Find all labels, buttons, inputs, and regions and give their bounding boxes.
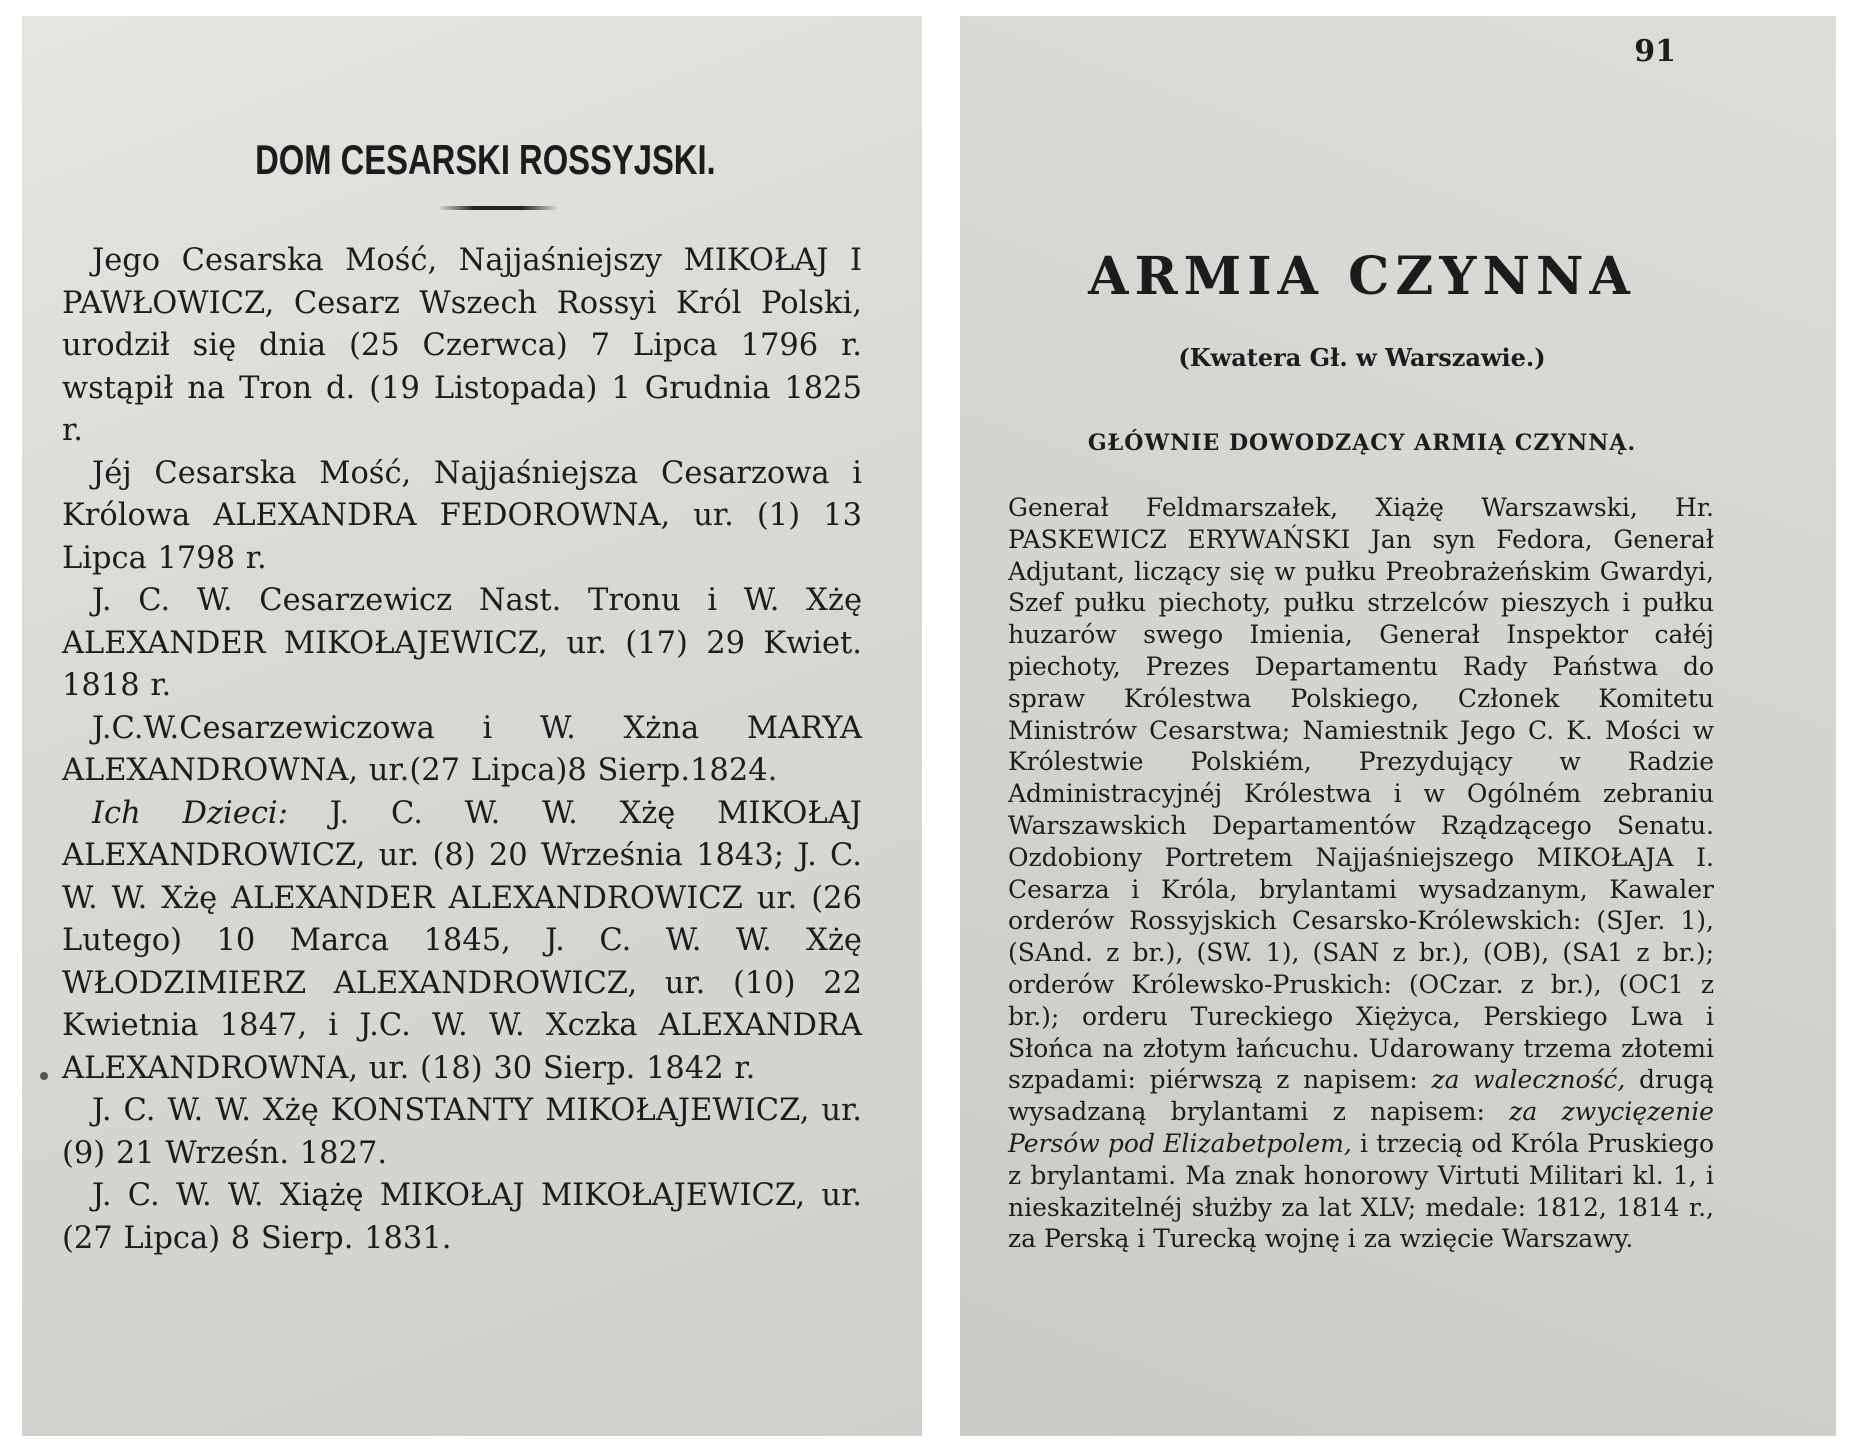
- children-label: Ich Dzieci:: [92, 795, 288, 831]
- section-title: ARMIA CZYNNA: [1088, 246, 1636, 307]
- left-page-body: [62, 240, 862, 1260]
- page-number: 91: [1634, 34, 1676, 69]
- section-subtitle: (Kwatera Gł. w Warszawie.): [1178, 343, 1546, 372]
- paragraph-empress: Jéj Cesarska Mość, Najjaśniejsza Cesarzowa i Królowa ALEXANDRA FEDOROWNA, ur. (1) 13 Lipca 1798 r.: [62, 455, 862, 576]
- body-italic-2: za zwycięzenie Persów pod Elizabetpolem,: [1008, 1097, 1714, 1158]
- left-page: [22, 16, 922, 1436]
- paragraph-heir: J. C. W. Cesarzewicz Nast. Tronu i W. Xżę ALEXANDER MIKOŁAJEWICZ, ur. (17) 29 Kwiet. 1818 r.: [62, 583, 862, 703]
- body-text-mid: drugą wysadzaną brylantami z napisem:: [1008, 1065, 1714, 1127]
- body-text-start: Generał Feldmarszałek, Xiążę Warszawski, Hr. PASKEWICZ ERYWAŃSKI Jan syn Fedora, Generał Adjutant, liczący się w pułku Preobrażeńskim Gwardyi, Szef pułku piechoty, pułku strzelców pieszych i pułku huzarów swego Imienia, Generał Inspektor całéj piechoty, Prezes Departamentu Rady Państwa do spraw Królestwa Polskiego, Członek Komitetu Ministrów Cesarstwa; Namiestnik Jego C. K. Mości w Królestwie Polskiém, Prezydujący w Radzie Administracyjnéj Królestwa i w Ogólném zebraniu Warszawskich Departamentów Rządzącego Senatu. Ozdobiony Portretem Najjaśniejszego MIKOŁAJA I. Cesarza i Króla, brylantami wysadzanym, Kawaler orderów Rossyjskich Cesarsko-Królewskich: (SJer. 1), (SAnd. z br.), (SW. 1), (SAN z br.), (OB), (SA1 z br.); orderów Królewsko-Pruskich: (OCzar. z br.), (OC1 z br.); orderu Tureckiego Xiężyca, Perskiego Lwa i Słońca na złotym łańcuchu. Udarowany trzema złotemi szpadami: piérwszą z napisem:: [1008, 493, 1714, 1095]
- children-text: J. C. W. W. Xżę MIKOŁAJ ALEXANDROWICZ, ur. (8) 20 Września 1843; J. C. W. W. Xżę ALEXANDER ALEXANDROWICZ ur. (26 Lutego) 10 Marca 1845, J. C. W. W. Xżę WŁODZIMIERZ ALEXANDROWICZ, ur. (10) 22 Kwietnia 1847, i J.C. W. W. Xczka ALEXANDRA ALEXANDROWNA, ur. (18) 30 Sierp. 1842 r.: [62, 795, 862, 1086]
- page-title: DOM CESARSKI ROSSYJSKI.: [255, 136, 716, 183]
- binding-mark: [40, 1072, 48, 1080]
- body-text-end: i trzecią od Króla Pruskiego z brylantami. Ma znak honorowy Virtuti Militari kl. 1, i nieskazitelnéj służby za lat XLV; medale: 1812, 1814 r., za Perską i Turecką wojnę i za wzięcie Warszawy.: [1008, 1128, 1714, 1254]
- paragraph-heir-wife: J.C.W.Cesarzewiczowa i W. Xżna MARYA ALEXANDROWNA, ur.(27 Lipca)8 Sierp.1824.: [62, 710, 862, 788]
- right-page: [960, 16, 1836, 1436]
- right-page-body: [1008, 492, 1714, 1255]
- section-heading: GŁÓWNIE DOWODZĄCY ARMIĄ CZYNNĄ.: [1087, 430, 1637, 456]
- paragraph-emperor: Jego Cesarska Mość, Najjaśniejszy MIKOŁAJ I PAWŁOWICZ, Cesarz Wszech Rossyi Król Polski, urodził się dnia (25 Czerwca) 7 Lipca 1796 r. wstąpił na Tron d. (19 Listopada) 1 Grudnia 1825 r.: [62, 243, 862, 448]
- body-italic-1: za waleczność,: [1431, 1065, 1626, 1095]
- paragraph-children: [62, 793, 862, 1091]
- title-rule: [438, 206, 558, 210]
- paragraph-konstanty: J. C. W. W. Xżę KONSTANTY MIKOŁAJEWICZ, ur. (9) 21 Wrześn. 1827.: [62, 1093, 862, 1171]
- paragraph-mikolaj: J. C. W. W. Xiążę MIKOŁAJ MIKOŁAJEWICZ, ur. (27 Lipca) 8 Sierp. 1831.: [62, 1178, 862, 1256]
